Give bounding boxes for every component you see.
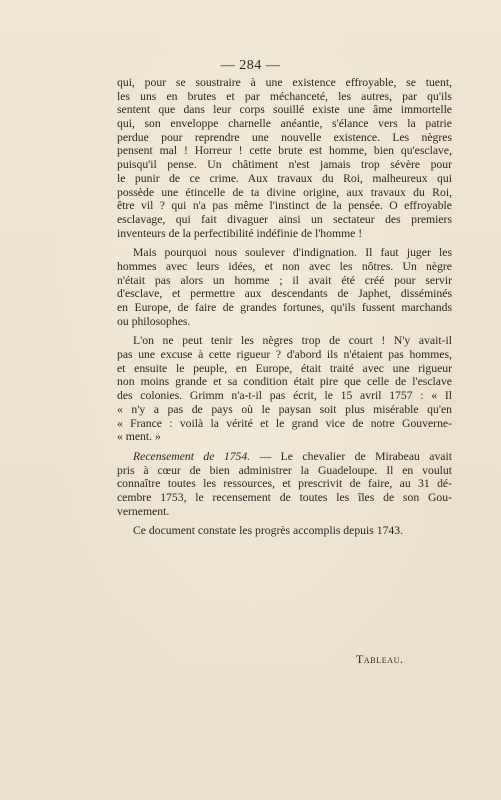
paragraph-5 — [117, 524, 452, 538]
paragraph-2 — [117, 246, 452, 328]
text-line — [117, 450, 452, 464]
text-line: vernement. — [117, 504, 170, 518]
text-line: pas une excuse à cette rigueur ? d'abord ils n'étaient pas hommes, — [117, 348, 452, 362]
text-line: qui, son enveloppe charnelle anéantie, s'élance vers la patrie — [117, 117, 452, 131]
text-line: inventeurs de la perfectibilité indéfinie de l'homme ! — [117, 226, 363, 240]
text-line: n'était pas alors un homme ; il avait été créé pour servir — [117, 273, 452, 287]
text-line: perdue pour reprendre une nouvelle existence. Les nègres — [117, 130, 452, 144]
text-line: qui, pour se soustraire à une existence effroyable, se tuent, — [117, 76, 452, 89]
text-line: non moins grande et sa condition était pire que celle de l'esclave — [117, 375, 452, 389]
text-line: « n'y a pas de pays où le paysan soit plus misérable qu'en — [117, 402, 452, 416]
text-line: « France : voilà la vérité et le grand vice de notre Gouverne- — [117, 416, 452, 430]
text-line: les uns en brutes et par méchanceté, les autres, par qu'ils — [117, 89, 452, 103]
body-text — [117, 76, 452, 538]
text-line: « ment. » — [117, 430, 161, 444]
text-line: d'esclave, et permettre aux descendants de Japhet, disséminés — [117, 287, 452, 301]
text-line: le punir de ce crime. Aux travaux du Roi, malheureux qui — [117, 171, 452, 185]
text-line: pris à cœur de bien administrer la Guadeloupe. Il en voulut — [117, 463, 452, 477]
text-line: Ce document constate les progrès accomplis depuis 1743. — [133, 524, 404, 538]
page-number: — 284 — — [220, 58, 281, 73]
section-heading: Recensement de 1754. — [133, 449, 251, 463]
paragraph-1 — [117, 76, 452, 240]
text-line: être vil ? qui n'a pas même l'instinct de la pensée. O effroyable — [117, 199, 452, 213]
text-line: des colonies. Grimm n'a-t-il pas écrit, le 15 avril 1757 : « Il — [117, 389, 452, 403]
text-line: cembre 1753, le recensement de toutes les îles de son Gou- — [117, 490, 452, 504]
text-line: en Europe, de faire de grandes fortunes, qu'ils fussent marchands — [117, 301, 452, 314]
text-line: hommes avec leurs idées, et non avec les nôtres. Un nègre — [117, 259, 452, 273]
paragraph-3 — [117, 334, 452, 444]
text-line: ou philosophes. — [117, 314, 191, 328]
text-line: pensent mal ! Horreur ! cette brute est homme, bien qu'esclave, — [117, 144, 452, 158]
text-line: Mais pourquoi nous soulever d'indignation. Il faut juger les — [133, 246, 452, 260]
text-line: et ensuite le peuple, en Europe, était traité avec une rigueur — [117, 361, 452, 375]
catchword: Tableau. — [356, 652, 404, 666]
text-line: puisqu'il pense. Un châtiment n'est jamais trop sévère pour — [117, 158, 452, 172]
text-line: connaître toutes les ressources, et prescrivit de faire, au 31 dé- — [117, 477, 452, 491]
heading-continuation: — Le chevalier de Mirabeau avait — [250, 449, 452, 463]
text-line: possède une étincelle de ta divine origine, aux travaux du Roi, — [117, 185, 452, 199]
text-line: esclavage, qui fait divaguer ainsi un sectateur des premiers — [117, 212, 452, 226]
text-line: sentent que dans leur corps souillé existe une âme immortelle — [117, 103, 452, 117]
paragraph-4 — [117, 450, 452, 518]
text-line: L'on ne peut tenir les nègres trop de court ! N'y avait-il — [133, 334, 452, 348]
